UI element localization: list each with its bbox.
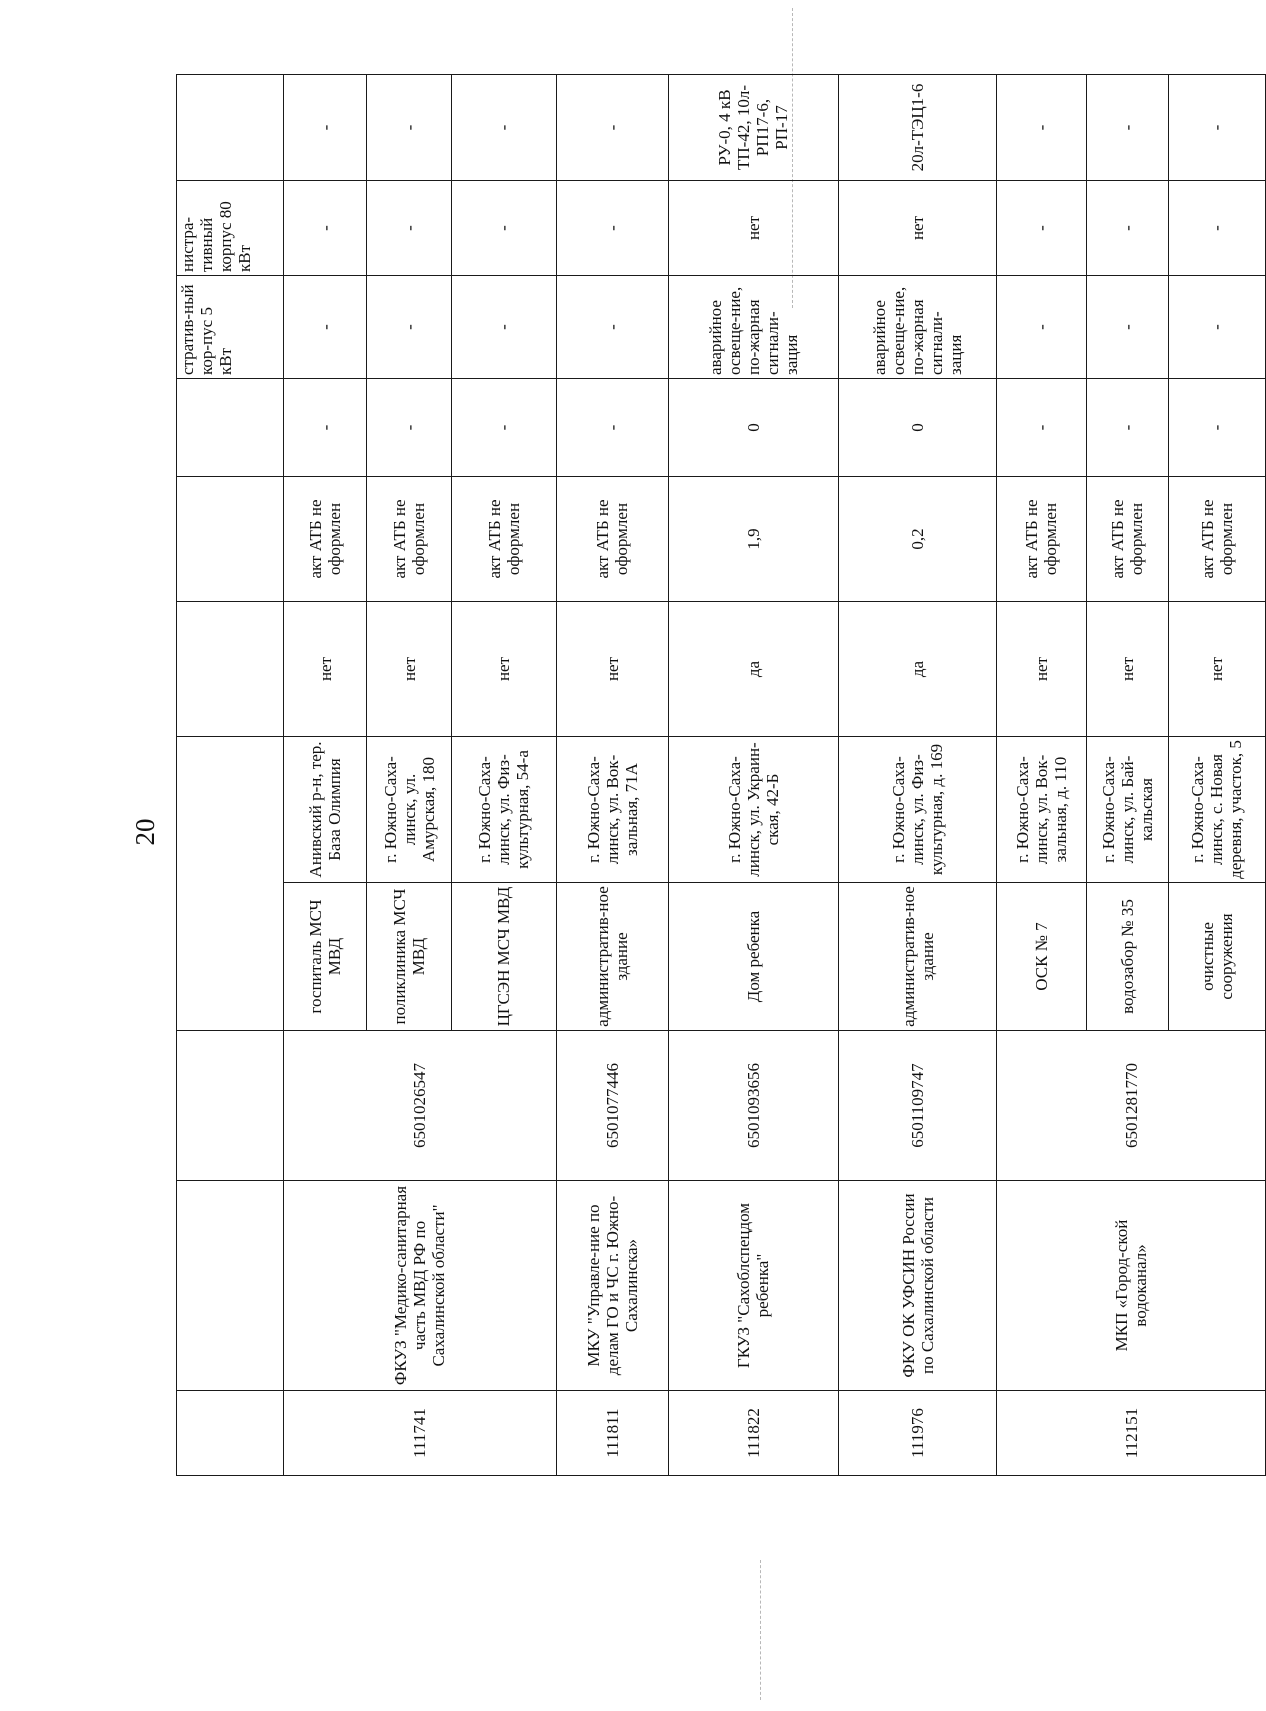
header-cell-act: [177, 477, 284, 602]
line-cell: -: [556, 75, 668, 181]
page-number: 20: [129, 818, 160, 846]
value-cell: 0: [839, 379, 997, 477]
act-cell: 0,2: [839, 477, 997, 602]
object-address-cell: г. Южно-Саха-линск, ул. Амурская, 180: [367, 737, 452, 883]
inn-cell: 6501093656: [668, 1031, 839, 1181]
inn-cell: 6501281770: [997, 1031, 1266, 1181]
rotated-table-container: [176, 75, 1266, 1476]
org-cell: ФКУ ОК УФСИН России по Сахалинской области: [839, 1181, 997, 1391]
object-address-cell: г. Южно-Саха-линск, ул. Физ-культурная, 54-а: [452, 737, 557, 883]
flag-cell: нет: [284, 602, 367, 737]
flag-cell: нет: [1086, 602, 1168, 737]
cat1-cell: нет: [839, 181, 997, 276]
act-cell: акт АТБ не оформлен: [452, 477, 557, 602]
object-address-cell: Анивский р-н, тер. База Олимпия: [284, 737, 367, 883]
line-cell: -: [1168, 75, 1265, 181]
object-name-cell: поликлиника МСЧ МВД: [367, 883, 452, 1031]
value-cell: -: [452, 379, 557, 477]
cat1-cell: -: [1168, 181, 1265, 276]
table-row: [997, 75, 1087, 1476]
value-cell: -: [1086, 379, 1168, 477]
cat1-cell: -: [367, 181, 452, 276]
flag-cell: да: [839, 602, 997, 737]
header-cell-line: [177, 75, 284, 181]
header-cell-code: [177, 1391, 284, 1476]
consumers-cell: -: [452, 276, 557, 379]
cat1-cell: -: [284, 181, 367, 276]
line-cell: -: [284, 75, 367, 181]
object-name-cell: административ-ное здание: [556, 883, 668, 1031]
consumers-cell: -: [556, 276, 668, 379]
header-row: [177, 75, 284, 1476]
act-cell: акт АТБ не оформлен: [1168, 477, 1265, 602]
org-cell: ФКУЗ "Медико-санитарная часть МВД РФ по Сахалинской области": [284, 1181, 557, 1391]
consumers-cell: -: [284, 276, 367, 379]
consumers-cell: -: [1086, 276, 1168, 379]
header-cell-value: [177, 379, 284, 477]
flag-cell: нет: [997, 602, 1087, 737]
object-name-cell: очистные сооружения: [1168, 883, 1265, 1031]
inn-cell: 6501077446: [556, 1031, 668, 1181]
act-cell: акт АТБ не оформлен: [1086, 477, 1168, 602]
flag-cell: нет: [452, 602, 557, 737]
scan-fold-mark-bottom: [760, 1560, 761, 1700]
line-cell: -: [452, 75, 557, 181]
cat1-cell: -: [452, 181, 557, 276]
act-cell: акт АТБ не оформлен: [284, 477, 367, 602]
rotated-table-wrapper: [176, 75, 1266, 1476]
header-cell-object: [177, 737, 284, 1031]
inn-cell: 6501026547: [284, 1031, 557, 1181]
value-cell: -: [284, 379, 367, 477]
value-cell: -: [556, 379, 668, 477]
object-name-cell: ЦГСЭН МСЧ МВД: [452, 883, 557, 1031]
value-cell: -: [1168, 379, 1265, 477]
object-name-cell: Дом ребенка: [668, 883, 839, 1031]
consumers-cell: -: [367, 276, 452, 379]
object-address-cell: г. Южно-Саха-линск, ул. Вок-зальная, д. 110: [997, 737, 1087, 883]
header-cell-admin-5kw: стратив-ный кор-пус 5 кВт: [177, 276, 284, 379]
line-cell: -: [367, 75, 452, 181]
header-cell-flag: [177, 602, 284, 737]
cat1-cell: -: [556, 181, 668, 276]
act-cell: акт АТБ не оформлен: [556, 477, 668, 602]
object-address-cell: г. Южно-Саха-линск, с. Новая деревня, участок, 5: [1168, 737, 1265, 883]
code-cell: 111822: [668, 1391, 839, 1476]
object-address-cell: г. Южно-Саха-линск, ул. Украин-ская, 42-Б: [668, 737, 839, 883]
code-cell: 111811: [556, 1391, 668, 1476]
table-row: [668, 75, 839, 1476]
object-address-cell: г. Южно-Саха-линск, ул. Физ-культурная, д. 169: [839, 737, 997, 883]
value-cell: -: [367, 379, 452, 477]
value-cell: -: [997, 379, 1087, 477]
cat1-cell: -: [1086, 181, 1168, 276]
header-cell-org: [177, 1181, 284, 1391]
org-cell: МКУ "Управле-ние по делам ГО и ЧС г. Южно-Сахалинска»: [556, 1181, 668, 1391]
code-cell: 111741: [284, 1391, 557, 1476]
line-cell: 20л-ТЭЦ1-6: [839, 75, 997, 181]
code-cell: 112151: [997, 1391, 1266, 1476]
header-cell-admin-80kw: нистра-тивный корпус 80 кВт: [177, 181, 284, 276]
flag-cell: нет: [367, 602, 452, 737]
table-row: [556, 75, 668, 1476]
org-cell: МКП «Город-ской водоканал»: [997, 1181, 1266, 1391]
line-cell: -: [997, 75, 1087, 181]
consumers-cell: -: [1168, 276, 1265, 379]
consumers-cell: -: [997, 276, 1087, 379]
object-name-cell: административ-ное здание: [839, 883, 997, 1031]
table-row: [284, 75, 367, 1476]
line-cell: РУ-0, 4 кВ ТП-42, 10л-РП17-6, РП-17: [668, 75, 839, 181]
inn-cell: 6501109747: [839, 1031, 997, 1181]
object-address-cell: г. Южно-Саха-линск, ул. Бай-кальская: [1086, 737, 1168, 883]
consumers-cell: аварийное освеще-ние, по-жарная сигнали-зация: [668, 276, 839, 379]
value-cell: 0: [668, 379, 839, 477]
header-cell-inn: [177, 1031, 284, 1181]
code-cell: 111976: [839, 1391, 997, 1476]
act-cell: акт АТБ не оформлен: [997, 477, 1087, 602]
org-cell: ГКУЗ "Сахоблспецдом ребенка": [668, 1181, 839, 1391]
cat1-cell: нет: [668, 181, 839, 276]
data-table: [176, 74, 1266, 1476]
flag-cell: нет: [556, 602, 668, 737]
object-name-cell: госпиталь МСЧ МВД: [284, 883, 367, 1031]
table-row: [839, 75, 997, 1476]
object-name-cell: ОСК № 7: [997, 883, 1087, 1031]
line-cell: -: [1086, 75, 1168, 181]
act-cell: 1,9: [668, 477, 839, 602]
object-name-cell: водозабор № 35: [1086, 883, 1168, 1031]
consumers-cell: аварийное освеще-ние, по-жарная сигнали-зация: [839, 276, 997, 379]
object-address-cell: г. Южно-Саха-линск, ул. Вок-зальная, 71А: [556, 737, 668, 883]
act-cell: акт АТБ не оформлен: [367, 477, 452, 602]
cat1-cell: -: [997, 181, 1087, 276]
flag-cell: да: [668, 602, 839, 737]
flag-cell: нет: [1168, 602, 1265, 737]
